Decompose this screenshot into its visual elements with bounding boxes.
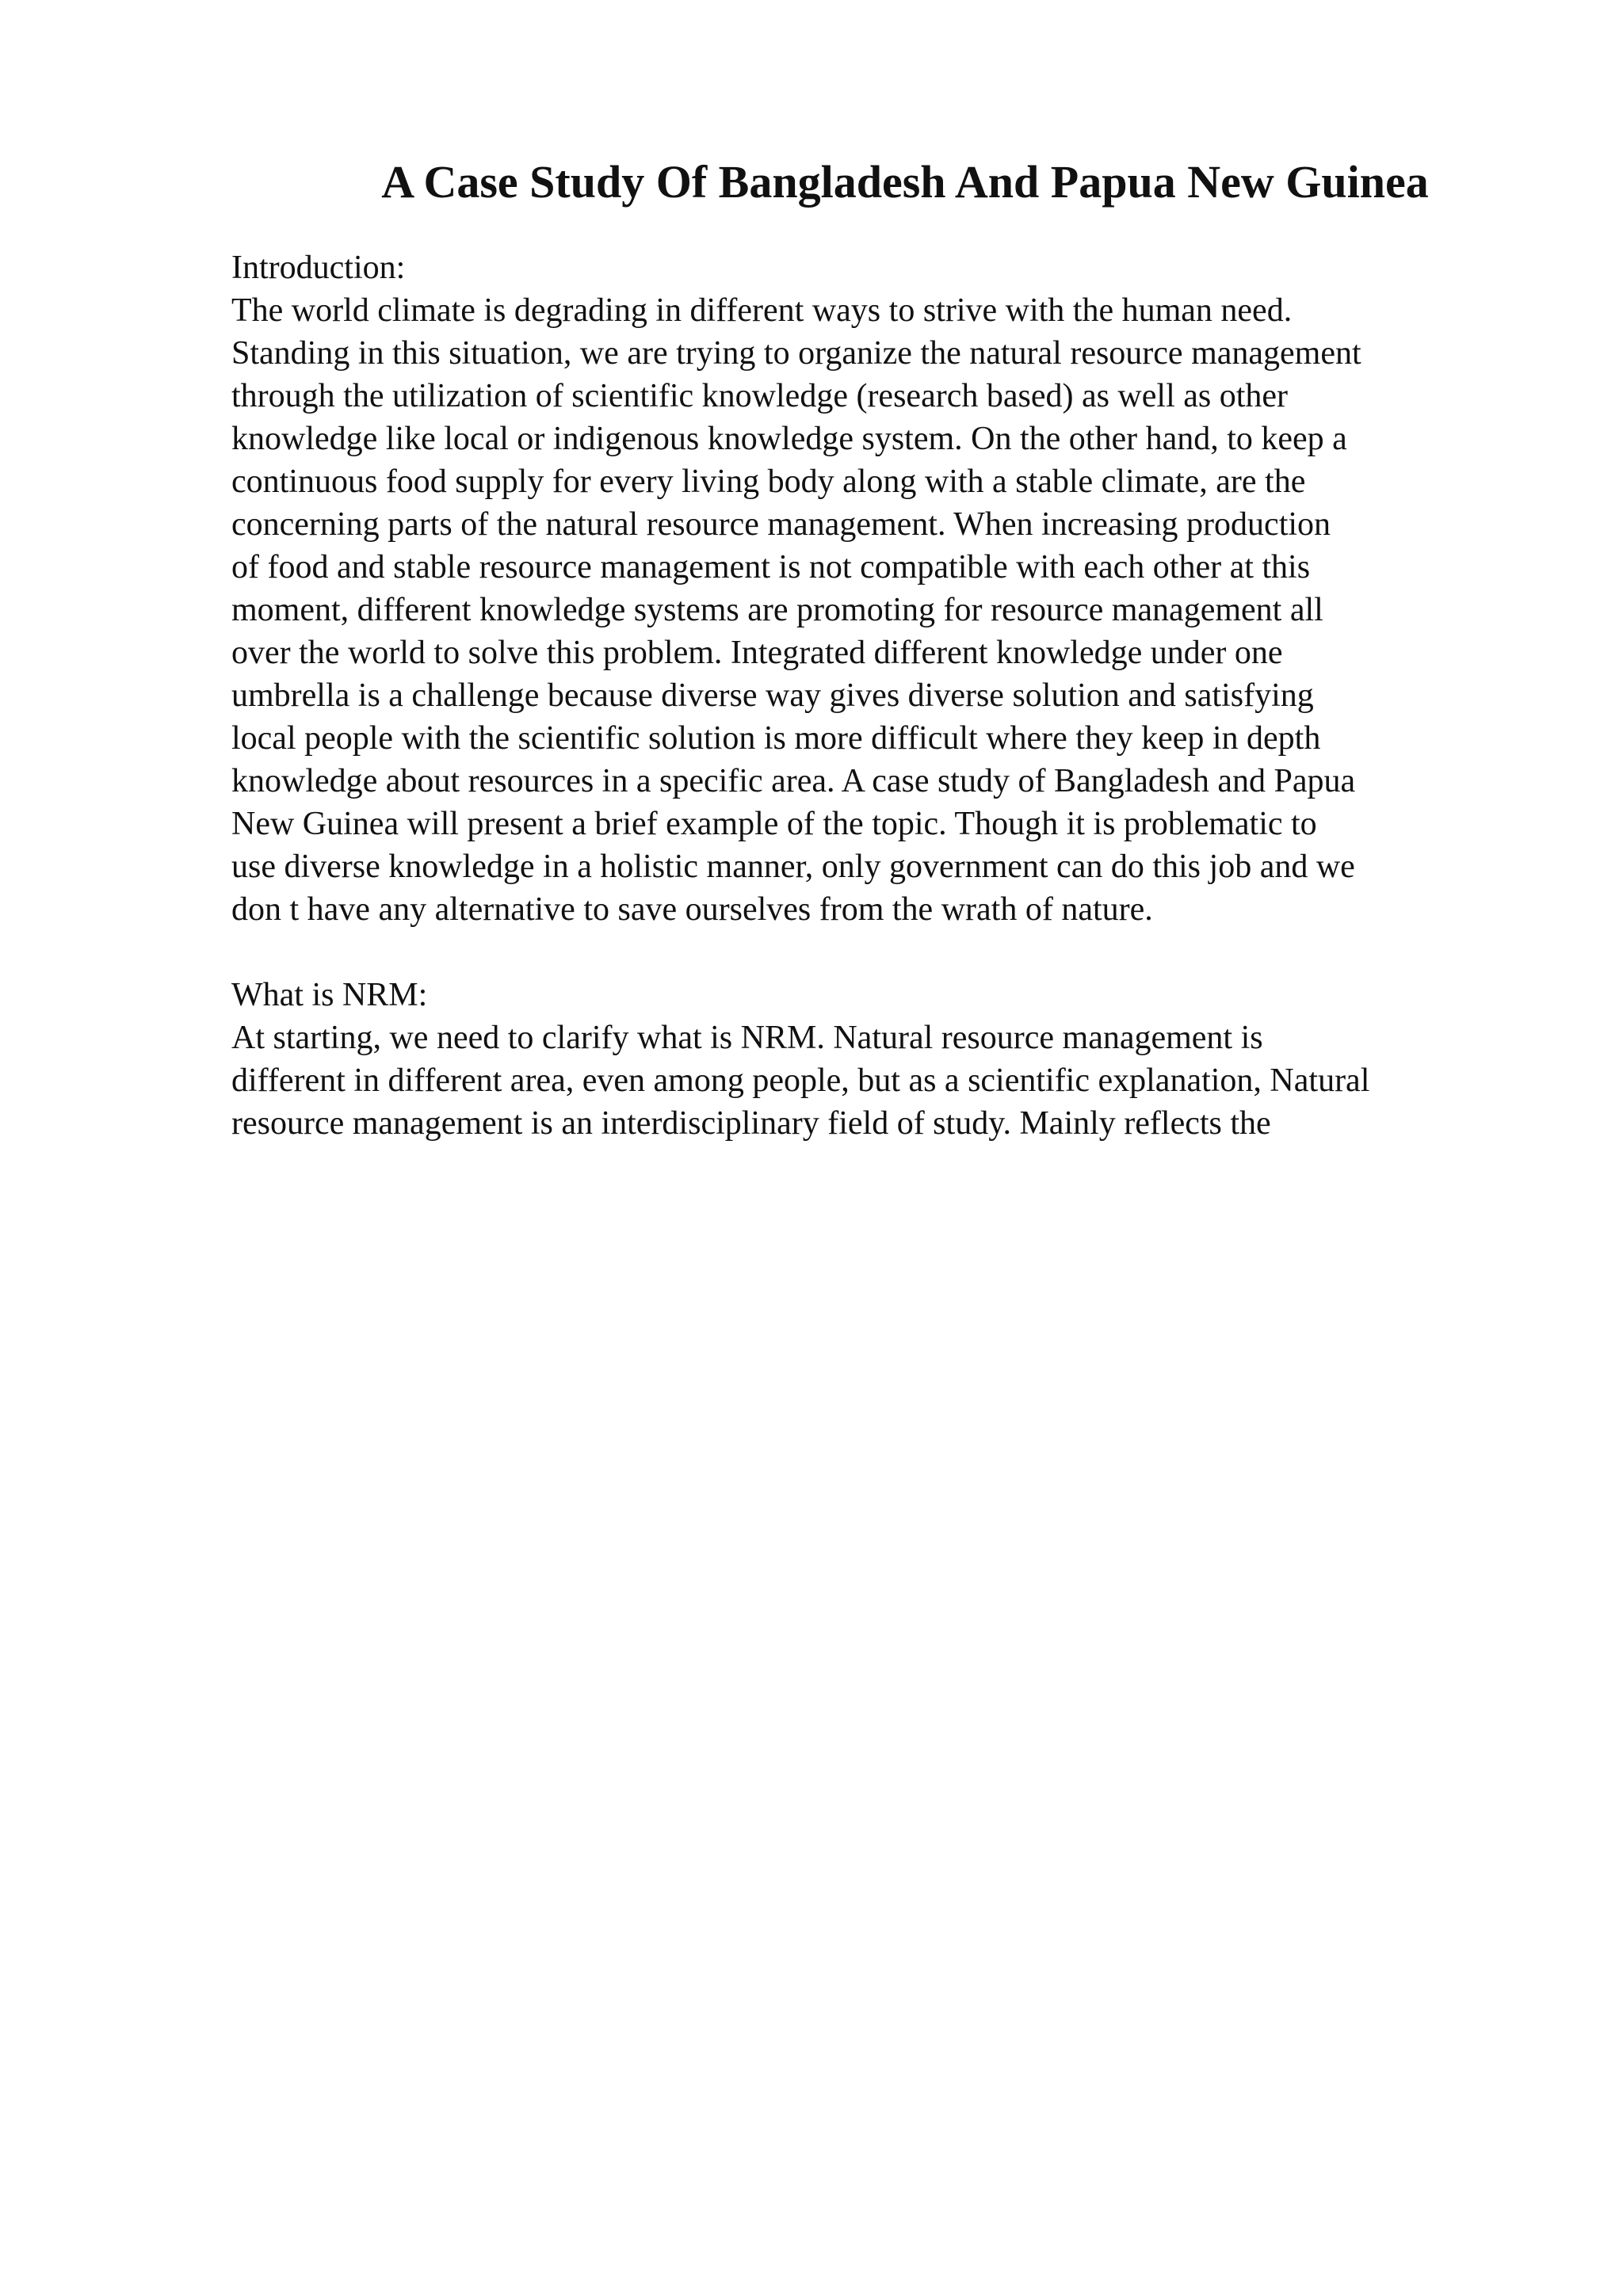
body-line: Standing in this situation, we are trying to organize the natural resource management <box>231 335 1361 372</box>
body-line: knowledge like local or indigenous knowledge system. On the other hand, to keep a <box>231 421 1347 457</box>
body-line: umbrella is a challenge because diverse way gives diverse solution and satisfying <box>231 677 1314 714</box>
section-what-is-nrm <box>231 974 1515 1145</box>
body-line: The world climate is degrading in different ways to strive with the human need. <box>231 292 1293 329</box>
body-line: use diverse knowledge in a holistic manner, only government can do this job and we <box>231 849 1355 885</box>
body-line: knowledge about resources in a specific area. A case study of Bangladesh and Papua <box>231 763 1356 799</box>
section-heading: What is NRM: <box>231 977 428 1013</box>
document-title: A Case Study Of Bangladesh And Papua New Guinea <box>381 156 1429 208</box>
body-line: of food and stable resource management is not compatible with each other at this <box>231 549 1311 585</box>
section-introduction <box>231 246 1515 931</box>
body-line: over the world to solve this problem. Integrated different knowledge under one <box>231 635 1283 671</box>
body-line: through the utilization of scientific knowledge (research based) as well as other <box>231 378 1289 414</box>
body-line: resource management is an interdisciplinary field of study. Mainly reflects the <box>231 1105 1271 1142</box>
body-line: At starting, we need to clarify what is NRM. Natural resource management is <box>231 1020 1263 1056</box>
section-body <box>231 1016 1515 1145</box>
body-line: local people with the scientific solution is more difficult where they keep in depth <box>231 720 1321 757</box>
body-line: continuous food supply for every living body along with a stable climate, are the <box>231 463 1306 500</box>
section-heading: Introduction: <box>231 250 406 286</box>
body-line: New Guinea will present a brief example of the topic. Though it is problematic to <box>231 806 1317 842</box>
section-body <box>231 289 1515 931</box>
body-line: don t have any alternative to save ourselves from the wrath of nature. <box>231 891 1153 928</box>
body-line: different in different area, even among people, but as a scientific explanation, Natural <box>231 1062 1370 1099</box>
body-line: concerning parts of the natural resource management. When increasing production <box>231 506 1331 543</box>
body-line: moment, different knowledge systems are promoting for resource management all <box>231 592 1323 628</box>
